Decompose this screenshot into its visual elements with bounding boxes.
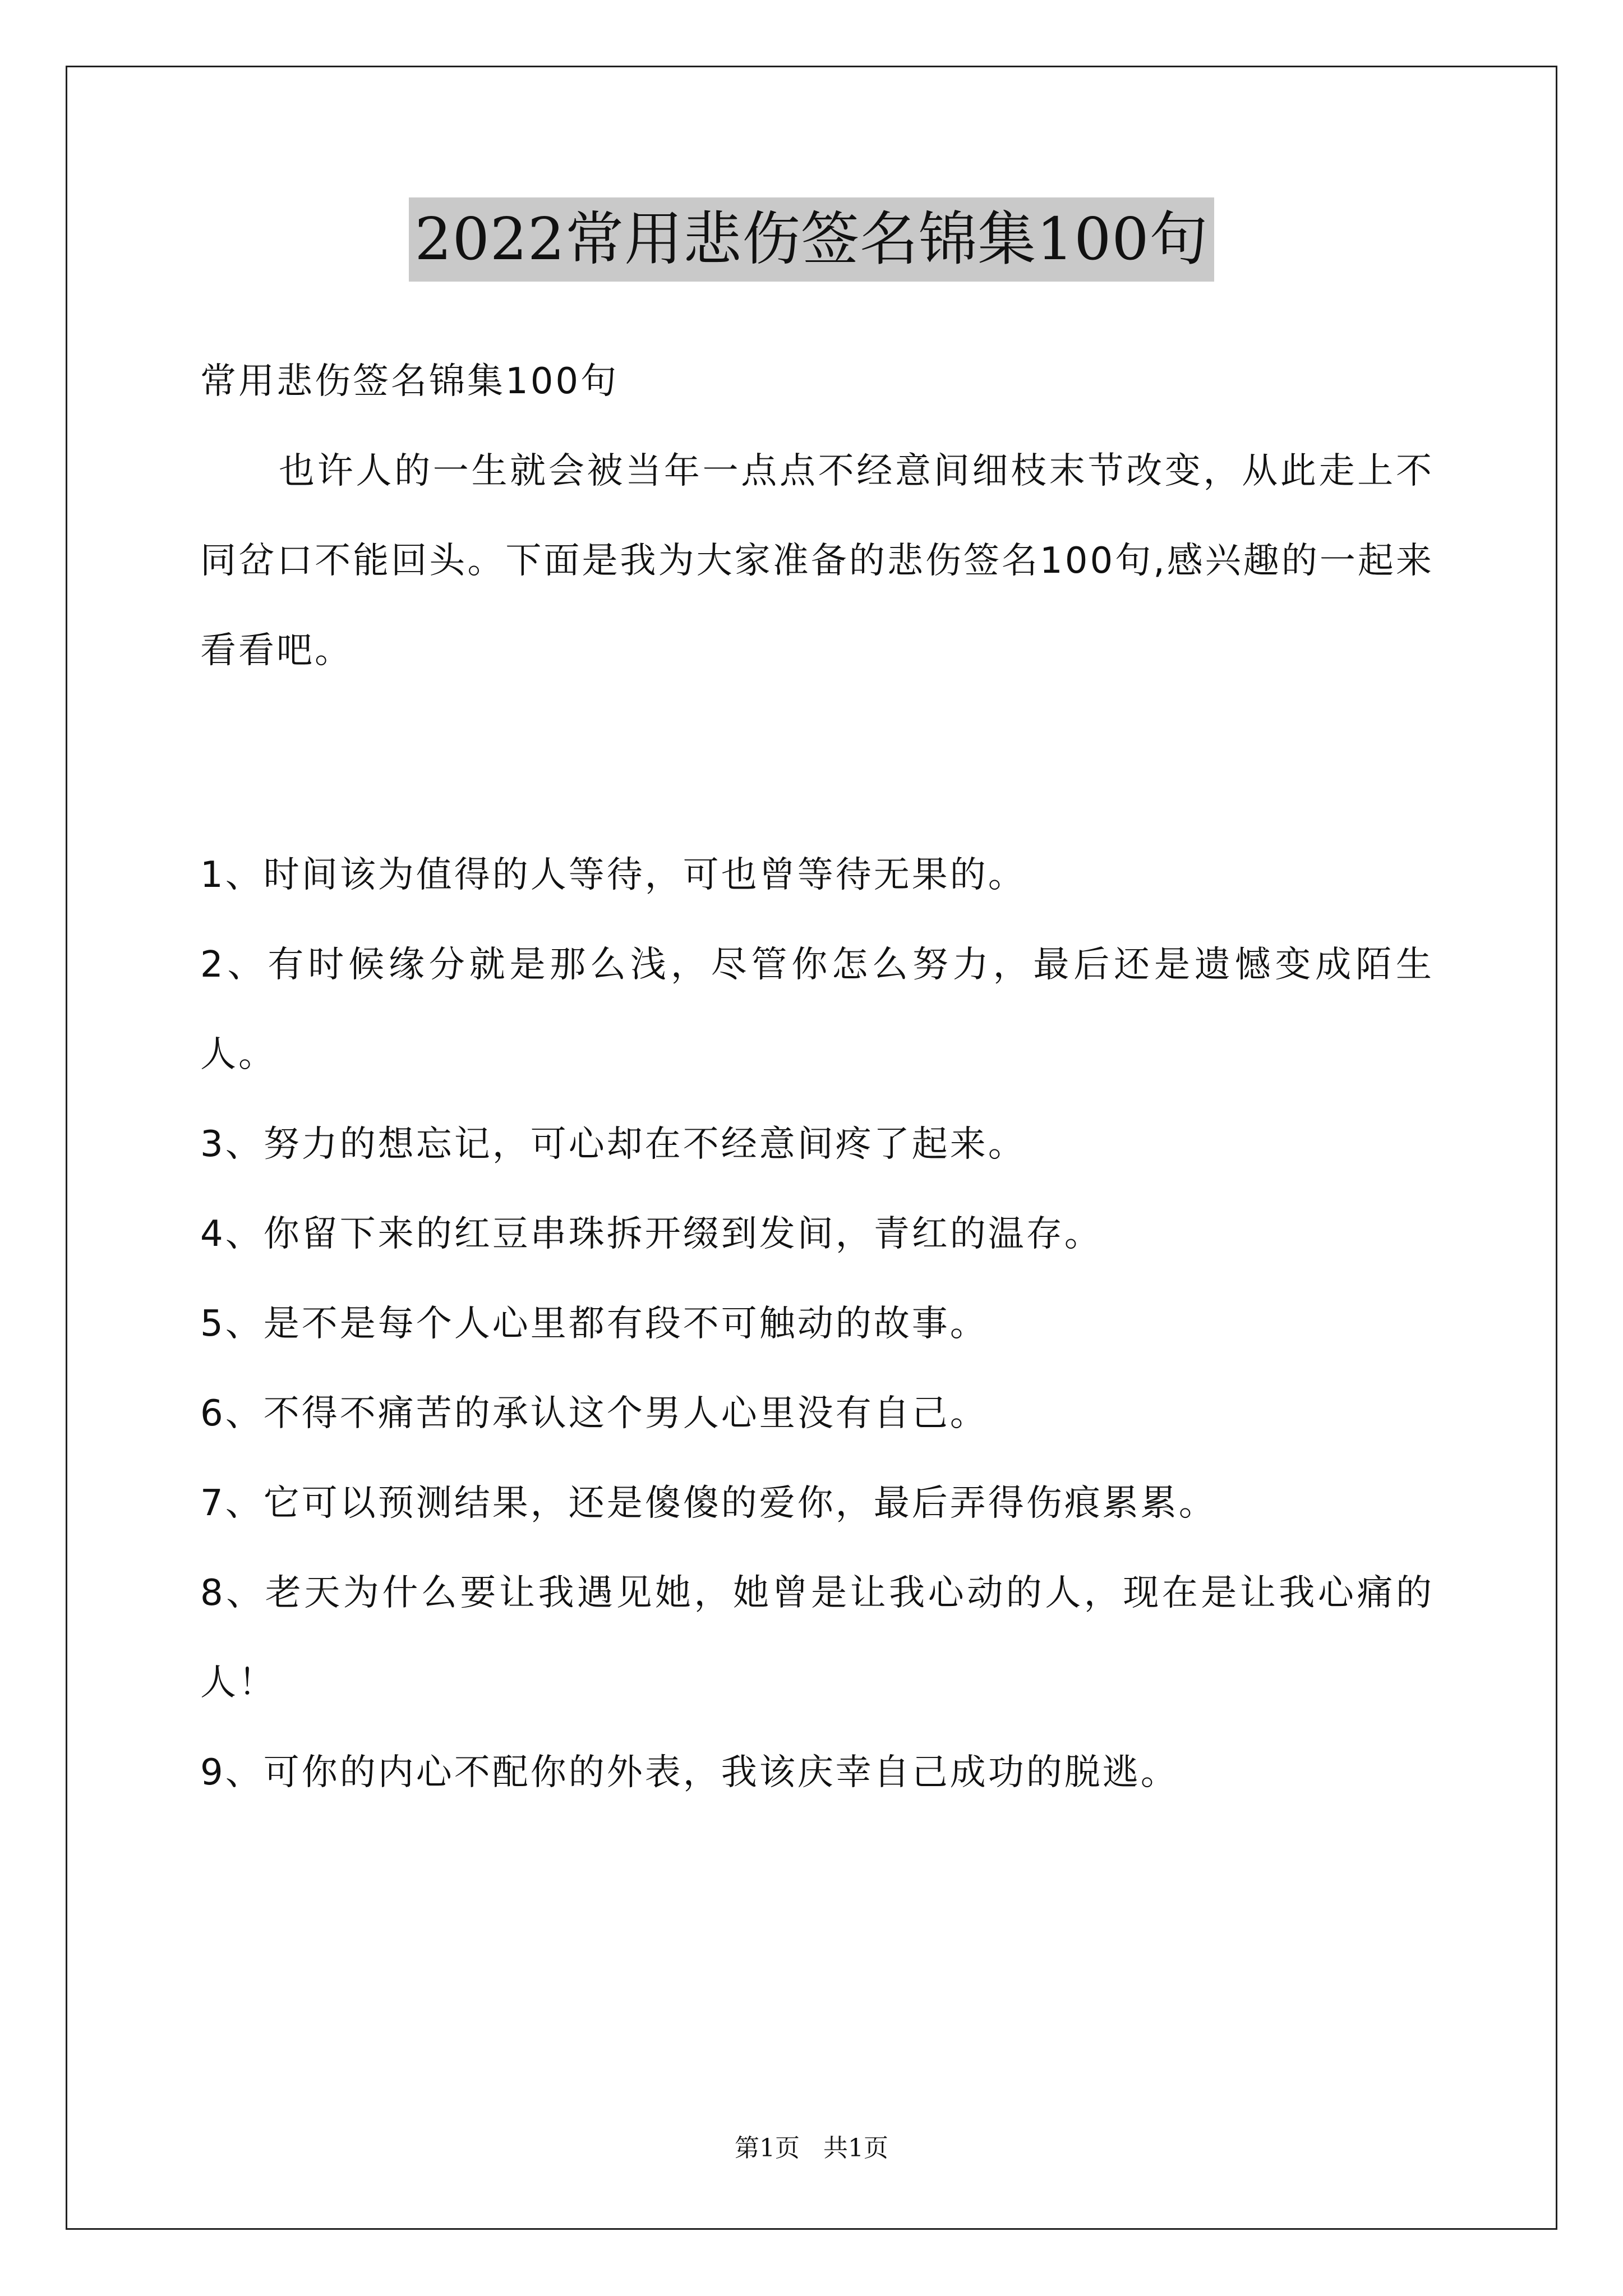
- title-container: [0, 197, 1623, 282]
- list-item: 7、它可以预测结果，还是傻傻的爱你，最后弄得伤痕累累。: [200, 1483, 1217, 1524]
- list-item: 4、你留下来的红豆串珠拆开缀到发间，青红的温存。: [200, 1213, 1103, 1255]
- list-item: 9、可你的内心不配你的外表，我该庆幸自己成功的脱逃。: [200, 1752, 1179, 1793]
- list-item: 5、是不是每个人心里都有段不可触动的故事。: [200, 1303, 988, 1345]
- page-footer: 第1页 共1页: [735, 2134, 888, 2162]
- section-gap: [200, 696, 1434, 830]
- list-item: 8、老天为什么要让我遇见她，她曾是让我心动的人，现在是让我心痛的人！: [200, 1572, 1434, 1704]
- list-item: 3、努力的想忘记，可心却在不经意间疼了起来。: [200, 1124, 1026, 1165]
- list-item: 6、不得不痛苦的承认这个男人心里没有自己。: [200, 1393, 988, 1434]
- list-item: 1、时间该为值得的人等待，可也曾等待无果的。: [200, 854, 1026, 896]
- list-item: 2、有时候缘分就是那么浅，尽管你怎么努力，最后还是遗憾变成陌生人。: [200, 944, 1434, 1075]
- intro-paragraph: 也许人的一生就会被当年一点点不经意间细枝末节改变，从此走上不同岔口不能回头。下面是我为大家准备的悲伤签名100句,感兴趣的一起来看看吧。: [200, 450, 1434, 671]
- document-title: 2022常用悲伤签名锦集100句: [409, 197, 1214, 282]
- document-subtitle: 常用悲伤签名锦集100句: [200, 361, 619, 402]
- document-body: [200, 337, 1434, 1818]
